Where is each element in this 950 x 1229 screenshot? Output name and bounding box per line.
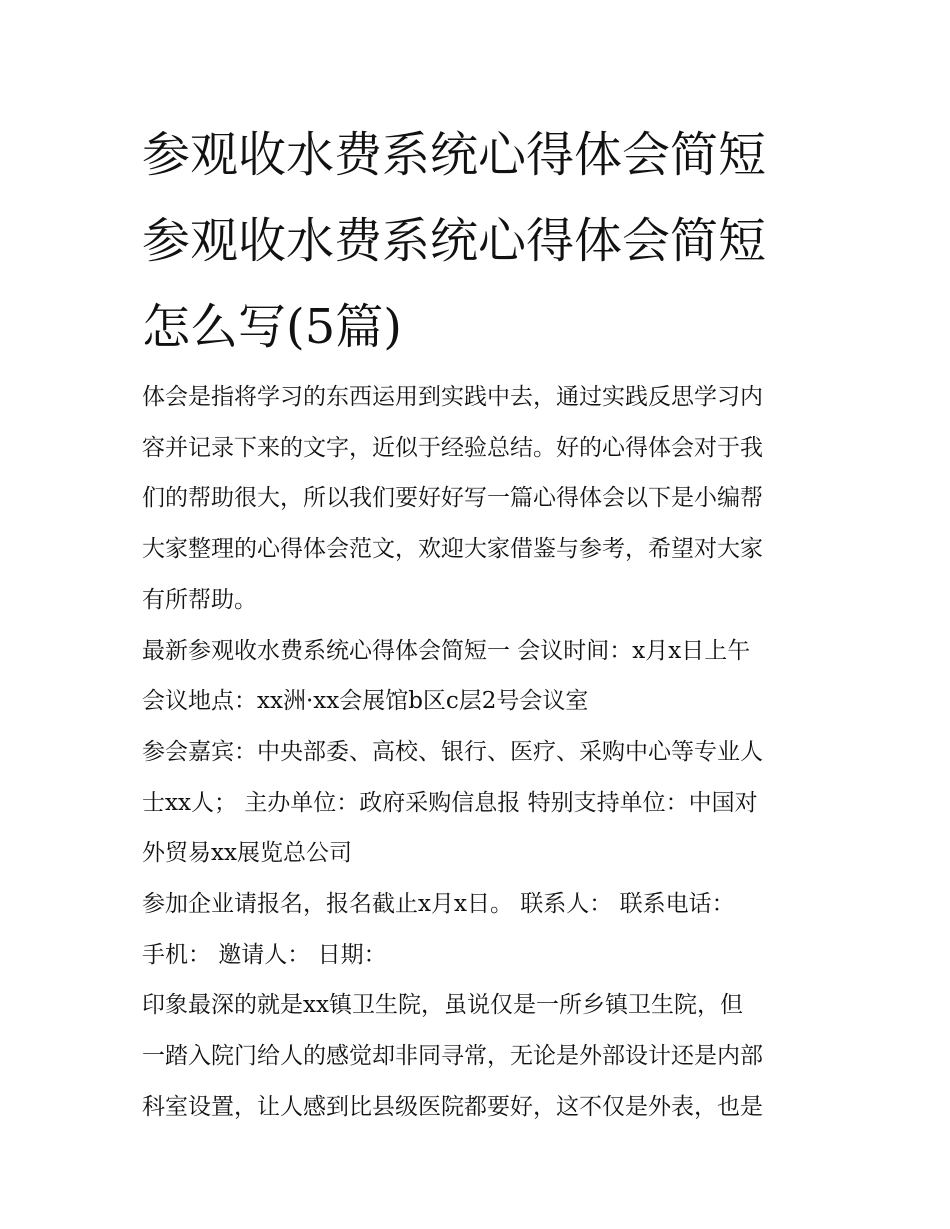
text-line: 大家整理的心得体会范文，欢迎大家借鉴与参考，希望对大家	[142, 536, 763, 563]
text-line: 参加企业请报名，报名截止x月x日。 联系人： 联系电话：	[142, 891, 735, 918]
text-line: 一踏入院门给人的感觉却非同寻常，无论是外部设计还是内部	[142, 1043, 763, 1070]
text-line: 们的帮助很大，所以我们要好好写一篇心得体会以下是小编帮	[142, 485, 763, 512]
title-line: 怎么写(5篇)	[142, 299, 402, 355]
text-line: 参会嘉宾：中央部委、高校、银行、医疗、采购中心等专业人	[142, 738, 763, 765]
impression-paragraph	[142, 980, 814, 1132]
intro-paragraph	[142, 372, 814, 626]
document-title	[142, 112, 814, 370]
text-line: 士xx人； 主办单位：政府采购信息报 特别支持单位：中国对	[142, 789, 758, 816]
meeting-info-paragraph	[142, 626, 814, 727]
text-line: 最新参观收水费系统心得体会简短一 会议时间：x月x日上午	[142, 637, 751, 664]
title-line: 参观收水费系统心得体会简短	[142, 213, 767, 269]
text-line: 有所帮助。	[142, 586, 257, 613]
text-line: 外贸易xx展览总公司	[142, 840, 352, 867]
document-page	[142, 112, 814, 1133]
guests-paragraph	[142, 727, 814, 879]
text-line: 手机： 邀请人： 日期：	[142, 941, 387, 968]
text-line: 体会是指将学习的东西运用到实践中去，通过实践反思学习内	[142, 384, 763, 410]
title-line: 参观收水费系统心得体会简短	[142, 127, 767, 183]
text-line: 印象最深的就是xx镇卫生院，虽说仅是一所乡镇卫生院，但	[142, 992, 743, 1019]
text-line: 容并记录下来的文字，近似于经验总结。好的心得体会对于我	[142, 434, 763, 461]
text-line: 科室设置，让人感到比县级医院都要好，这不仅是外表，也是	[142, 1093, 763, 1120]
text-line: 会议地点：xx洲·xx会展馆b区c层2号会议室	[142, 688, 589, 715]
registration-paragraph	[142, 879, 814, 980]
